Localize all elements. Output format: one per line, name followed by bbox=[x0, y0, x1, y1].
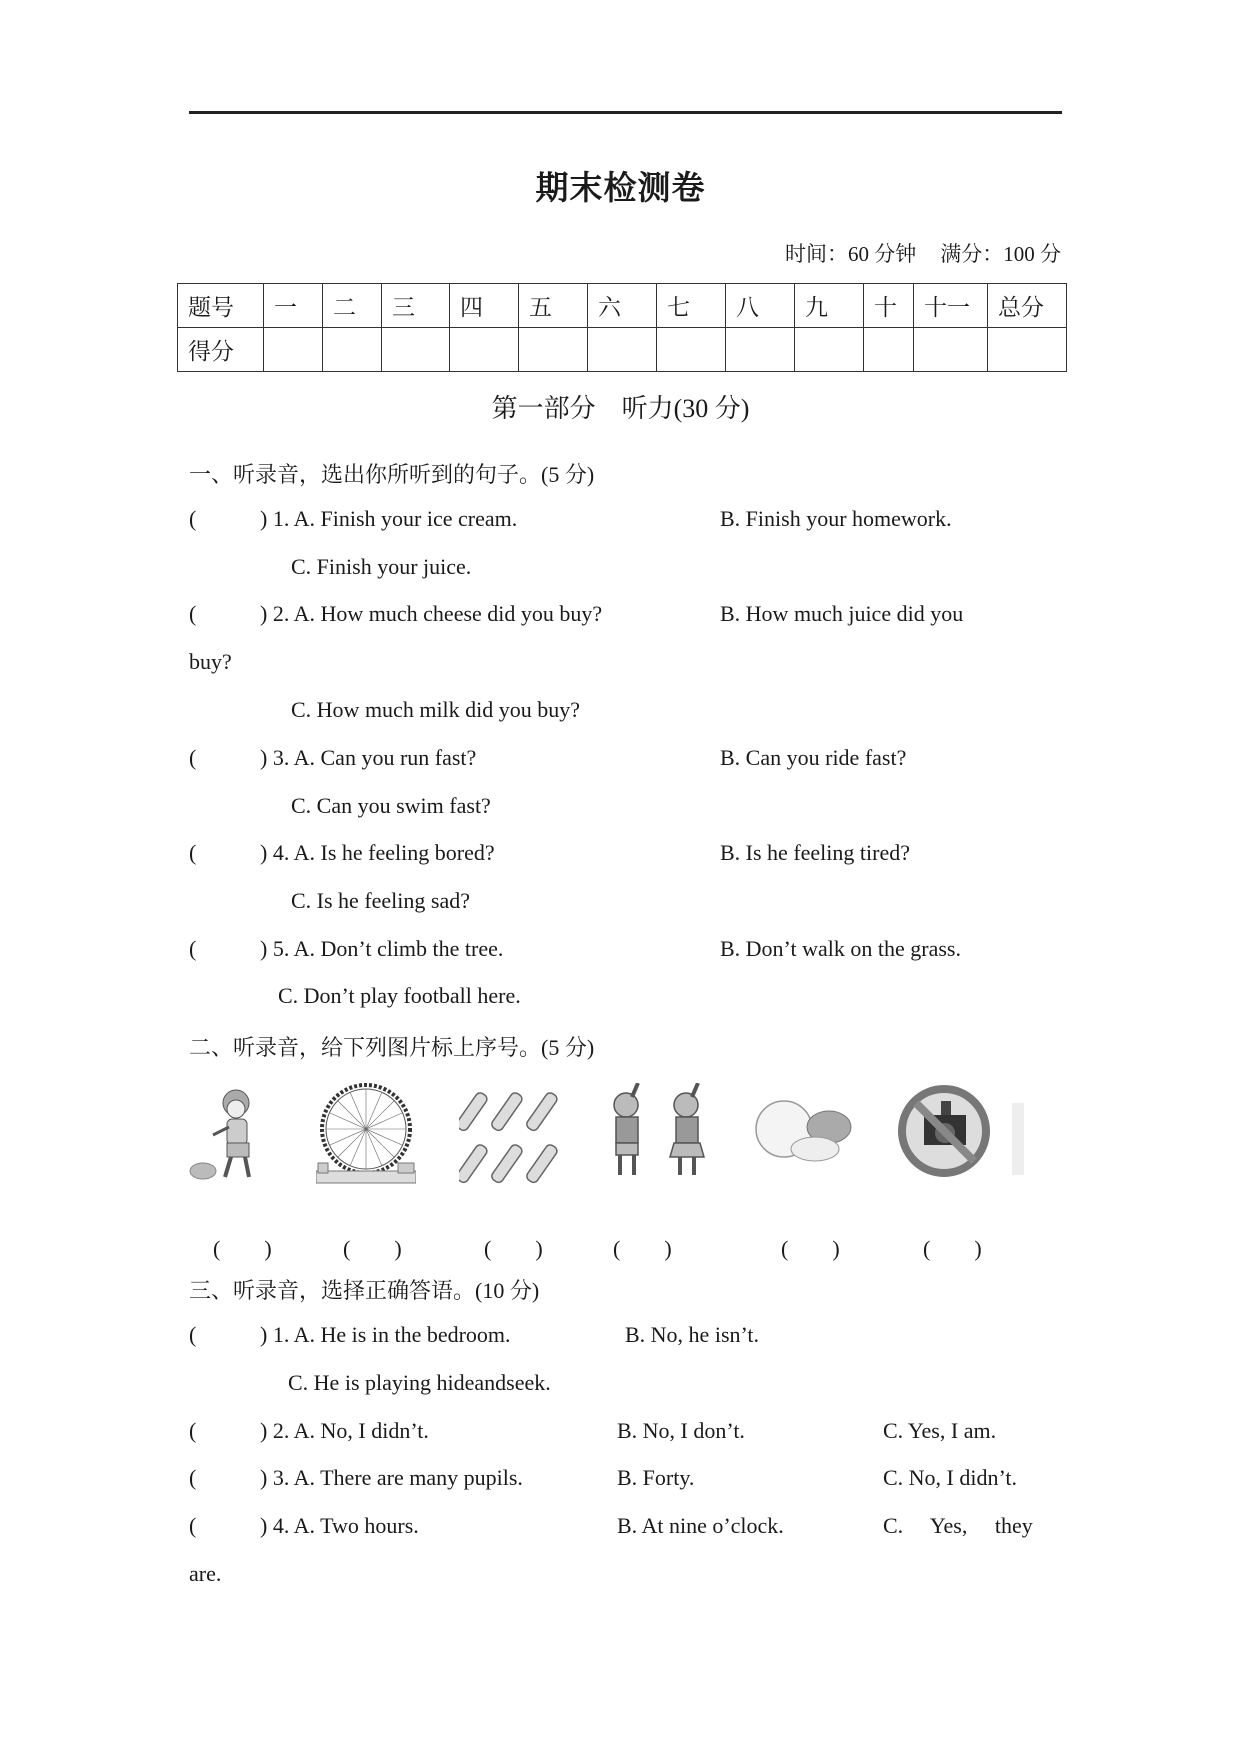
score-input-cell[interactable] bbox=[988, 328, 1067, 372]
score-input-cell[interactable] bbox=[795, 328, 864, 372]
question-row bbox=[189, 1513, 419, 1539]
option-a: A. Is he feeling bored? bbox=[293, 840, 495, 865]
question-row bbox=[189, 936, 503, 962]
score-table bbox=[177, 283, 1067, 372]
question-number: ) 3. bbox=[260, 745, 290, 770]
score-table-cell: 八 bbox=[726, 284, 795, 328]
option-b: B. No, I don’t. bbox=[617, 1418, 745, 1443]
score-input-cell[interactable] bbox=[657, 328, 726, 372]
option-a: A. No, I didn’t. bbox=[293, 1418, 429, 1443]
answer-blank[interactable]: ( bbox=[189, 1418, 197, 1443]
option-a: A. Don’t climb the tree. bbox=[293, 936, 504, 961]
picture-answer-blank[interactable]: ( ) bbox=[484, 1236, 543, 1261]
question-row bbox=[189, 1418, 429, 1444]
score-table-cell: 一 bbox=[264, 284, 323, 328]
score-input-cell[interactable] bbox=[864, 328, 914, 372]
option-c: C. No, I didn’t. bbox=[883, 1465, 1018, 1490]
score-table-cell: 七 bbox=[657, 284, 726, 328]
score-table-cell: 九 bbox=[795, 284, 864, 328]
crayons-picture bbox=[459, 1083, 569, 1193]
score-input-cell[interactable] bbox=[588, 328, 657, 372]
score-table-cell: 六 bbox=[588, 284, 657, 328]
question-row bbox=[189, 1322, 511, 1348]
part-title: 第一部分 听力(30 分) bbox=[491, 394, 750, 423]
question-number: ) 5. bbox=[260, 936, 290, 961]
question-number: ) 1. bbox=[260, 506, 290, 531]
picture-row bbox=[189, 1083, 1029, 1193]
score-input-cell[interactable] bbox=[519, 328, 588, 372]
picture-answer-blank[interactable]: ( ) bbox=[343, 1236, 402, 1261]
header-rule bbox=[189, 111, 1062, 114]
full-score: 满分：100 分 bbox=[940, 242, 1061, 266]
score-table-cell: 总分 bbox=[988, 284, 1067, 328]
answer-blank[interactable]: ( bbox=[189, 840, 197, 865]
question-row bbox=[189, 745, 476, 771]
section-heading: 一、听录音，选出你所听到的句子。(5 分) bbox=[189, 462, 595, 487]
question-number: ) 4. bbox=[260, 840, 290, 865]
score-input-cell[interactable] bbox=[450, 328, 519, 372]
girl-hamburger-picture bbox=[189, 1083, 269, 1193]
option-b: B. Can you ride fast? bbox=[720, 745, 907, 770]
score-table-cell: 十 bbox=[864, 284, 914, 328]
option-c: C. Can you swim fast? bbox=[291, 793, 491, 818]
option-c-continued: are. bbox=[189, 1561, 222, 1586]
option-a: A. Two hours. bbox=[293, 1513, 419, 1538]
no-photography-sign-picture bbox=[894, 1083, 1029, 1193]
question-number: ) 1. bbox=[260, 1322, 290, 1347]
question-number: ) 2. bbox=[260, 1418, 290, 1443]
score-table-cell: 三 bbox=[382, 284, 450, 328]
score-input-cell[interactable] bbox=[323, 328, 382, 372]
answer-blank[interactable]: ( bbox=[189, 1513, 197, 1538]
option-a: A. Can you run fast? bbox=[293, 745, 477, 770]
score-row-label: 得分 bbox=[178, 328, 264, 372]
score-input-cell[interactable] bbox=[914, 328, 988, 372]
picture-answer-blank[interactable]: ( ) bbox=[213, 1236, 272, 1261]
option-b: B. Forty. bbox=[617, 1465, 695, 1490]
option-b: B. Finish your homework. bbox=[720, 506, 952, 531]
option-a: A. He is in the bedroom. bbox=[293, 1322, 511, 1347]
option-c: C. He is playing hideandseek. bbox=[288, 1370, 551, 1395]
section-heading: 三、听录音，选择正确答语。(10 分) bbox=[189, 1278, 540, 1303]
option-b-continued: buy? bbox=[189, 649, 232, 674]
ferris-wheel-picture bbox=[316, 1083, 416, 1193]
exam-meta bbox=[785, 238, 1061, 268]
answer-blank[interactable]: ( bbox=[189, 1322, 197, 1347]
answer-blank[interactable]: ( bbox=[189, 601, 197, 626]
score-table-cell: 十一 bbox=[914, 284, 988, 328]
score-table-cell: 五 bbox=[519, 284, 588, 328]
option-a: A. Finish your ice cream. bbox=[293, 506, 518, 531]
score-table-header-row bbox=[178, 284, 1067, 328]
page-title: 期末检测卷 bbox=[535, 168, 706, 207]
question-row bbox=[189, 840, 495, 866]
answer-blank[interactable]: ( bbox=[189, 745, 197, 770]
option-a: A. There are many pupils. bbox=[293, 1465, 523, 1490]
option-c: C. Is he feeling sad? bbox=[291, 888, 470, 913]
children-exercising-picture bbox=[604, 1083, 719, 1193]
answer-blank[interactable]: ( bbox=[189, 936, 197, 961]
answer-blank[interactable]: ( bbox=[189, 506, 197, 531]
option-c: C. Yes, I am. bbox=[883, 1418, 997, 1443]
option-c: C. Yes, they bbox=[883, 1513, 1033, 1538]
option-b: B. Don’t walk on the grass. bbox=[720, 936, 961, 961]
option-c: C. Finish your juice. bbox=[291, 554, 472, 579]
question-row bbox=[189, 1465, 523, 1491]
sleeping-baby-picture bbox=[749, 1083, 859, 1193]
score-input-cell[interactable] bbox=[726, 328, 795, 372]
option-c: C. Don’t play football here. bbox=[278, 983, 521, 1008]
answer-blank[interactable]: ( bbox=[189, 1465, 197, 1490]
question-number: ) 3. bbox=[260, 1465, 290, 1490]
question-number: ) 2. bbox=[260, 601, 290, 626]
option-a: A. How much cheese did you buy? bbox=[293, 601, 603, 626]
time-limit: 时间：60 分钟 bbox=[785, 242, 917, 266]
question-row bbox=[189, 506, 517, 532]
score-input-cell[interactable] bbox=[264, 328, 323, 372]
picture-answer-blank[interactable]: ( ) bbox=[781, 1236, 840, 1261]
score-input-cell[interactable] bbox=[382, 328, 450, 372]
score-table-cell: 二 bbox=[323, 284, 382, 328]
option-b: B. At nine o’clock. bbox=[617, 1513, 784, 1538]
option-b: B. Is he feeling tired? bbox=[720, 840, 910, 865]
picture-answer-blank[interactable]: ( ) bbox=[613, 1236, 672, 1261]
score-table-score-row bbox=[178, 328, 1067, 372]
score-table-cell: 题号 bbox=[178, 284, 264, 328]
score-table-cell: 四 bbox=[450, 284, 519, 328]
picture-answer-blank[interactable]: ( ) bbox=[923, 1236, 982, 1261]
question-row bbox=[189, 601, 602, 627]
option-c: C. How much milk did you buy? bbox=[291, 697, 581, 722]
question-number: ) 4. bbox=[260, 1513, 290, 1538]
option-b: B. No, he isn’t. bbox=[625, 1322, 760, 1347]
section-heading: 二、听录音，给下列图片标上序号。(5 分) bbox=[189, 1035, 595, 1060]
option-b: B. How much juice did you bbox=[720, 601, 964, 626]
